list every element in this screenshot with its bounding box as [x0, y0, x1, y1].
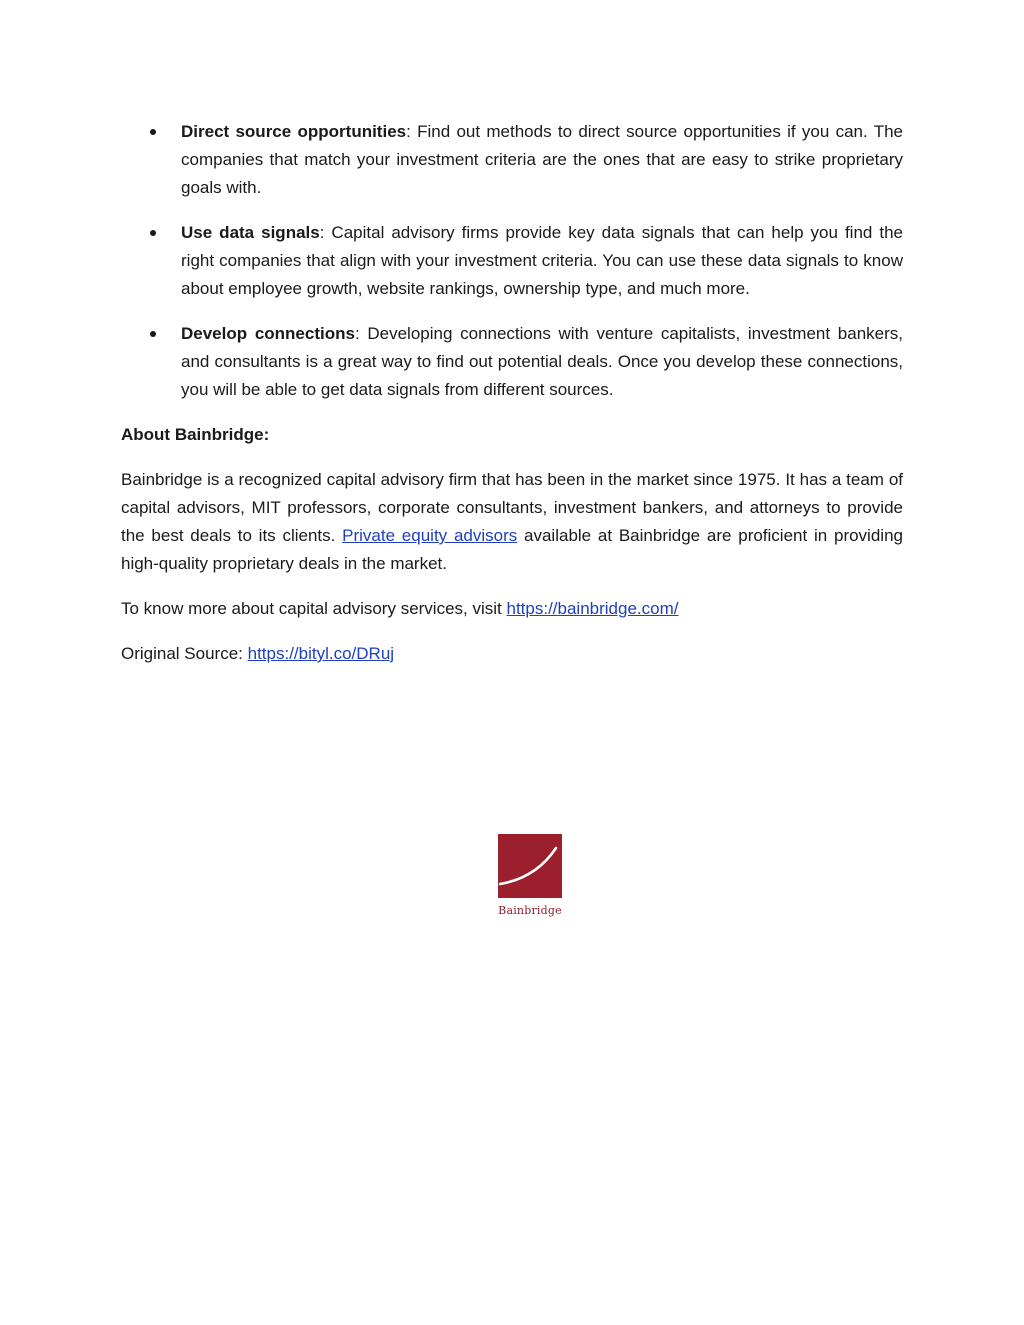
visit-paragraph [121, 595, 903, 623]
list-item-text: : Capital advisory firms provide key data signals that can help you find the right companies that align with your investment criteria. You can use these data signals to know about employee growth, website rankings, ownership type, and much more. [181, 223, 903, 298]
logo-wordmark: Bainbridge [498, 904, 562, 917]
bullet-icon [150, 230, 156, 236]
bainbridge-logo [497, 834, 563, 924]
visit-text: To know more about capital advisory services, visit [121, 599, 507, 618]
list-item-title: Develop connections [181, 324, 355, 343]
source-text: Original Source: [121, 644, 248, 663]
document-body [121, 118, 903, 685]
source-paragraph [121, 640, 903, 668]
about-text-end: available at Bainbridge are proficient in providing high-quality proprietary deals in the market. [121, 526, 903, 573]
list-item-text: : Find out methods to direct source opportunities if you can. The companies that match your investment criteria are the ones that are easy to strike proprietary goals with. [181, 122, 903, 197]
list-item-title: Direct source opportunities [181, 122, 407, 141]
bullet-icon [150, 331, 156, 337]
original-source-link[interactable]: https://bityl.co/DRuj [247, 644, 395, 663]
list-item-text: : Developing connections with venture capitalists, investment bankers, and consultants is a great way to find out potential deals. Once you develop these connections, you will be able to get data signals from different sources. [181, 324, 903, 399]
about-text-start: Bainbridge is a recognized capital advisory firm that has been in the market since 1975. It has a team of capital advisors, MIT professors, corporate consultants, investment bankers, and attorneys to provide the best deals to its clients. [121, 470, 903, 545]
about-paragraph [121, 466, 903, 578]
list-item [121, 118, 903, 202]
list-item-title: Use data signals [181, 223, 320, 242]
bullet-icon [150, 129, 156, 135]
list-item [121, 320, 903, 404]
private-equity-advisors-link[interactable]: Private equity advisors [342, 526, 518, 545]
about-heading: About Bainbridge: [121, 425, 270, 444]
bainbridge-website-link[interactable]: https://bainbridge.com/ [506, 599, 679, 618]
bainbridge-logo-icon [498, 834, 562, 898]
list-item [121, 219, 903, 303]
tips-list [121, 118, 903, 404]
